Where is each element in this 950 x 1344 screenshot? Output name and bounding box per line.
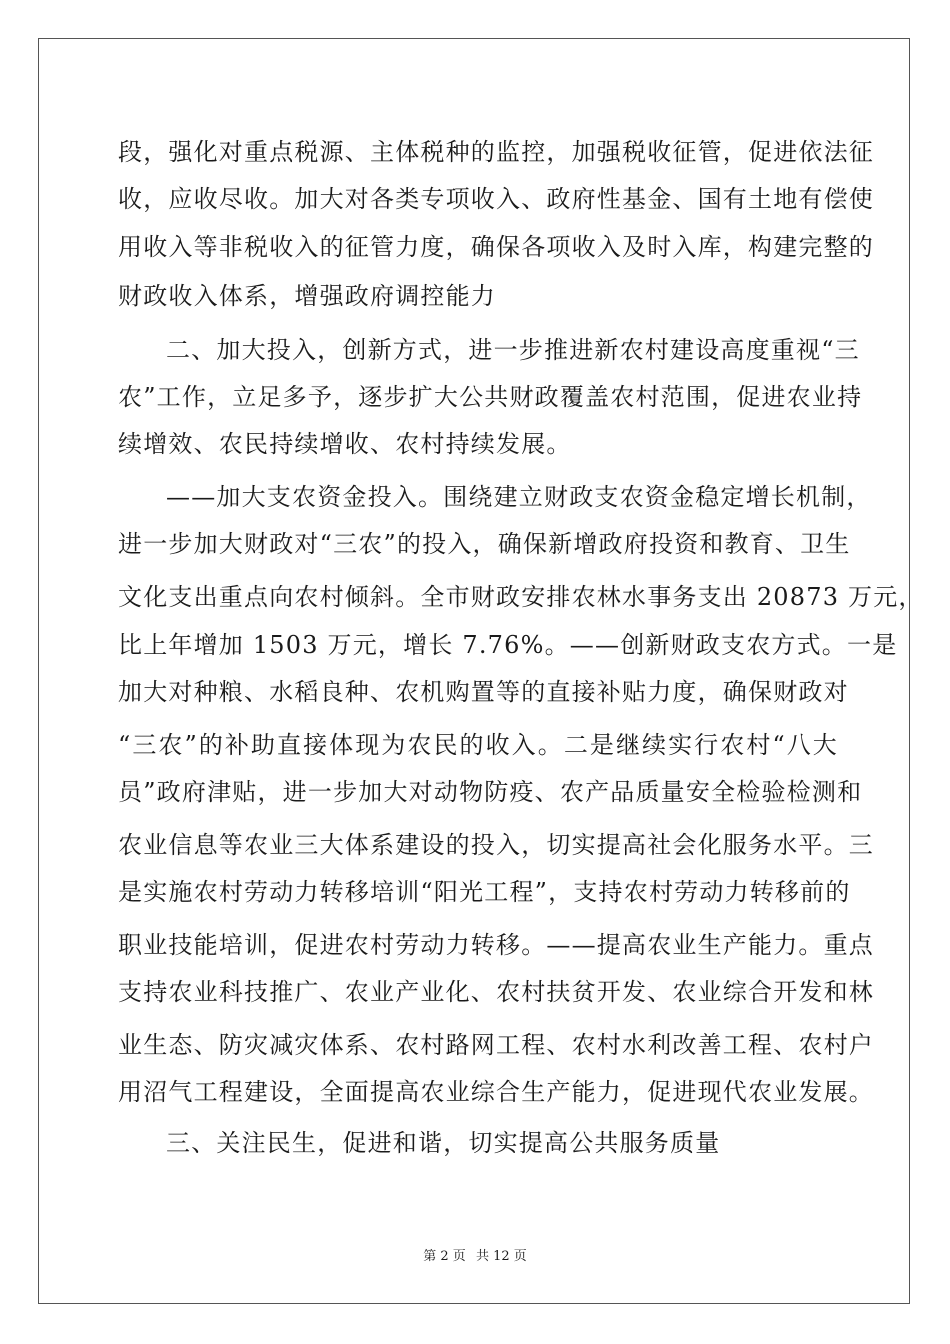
text-line: 续增效、农民持续增收、农村持续发展。 xyxy=(118,430,572,458)
paragraph-heading: 三、关注民生，促进和谐，切实提高公共服务质量 xyxy=(166,1129,721,1157)
text-line: “三农”的补助直接体现为农民的收入。二是继续实行农村“八大 xyxy=(118,731,838,759)
text-line: 是实施农村劳动力转移培训“阳光工程”，支持农村劳动力转移前的 xyxy=(118,878,851,906)
page-total: 共 12 页 xyxy=(475,1249,527,1264)
text-line: 比上年增加 1503 万元，增长 7.76%。——创新财政支农方式。一是 xyxy=(118,631,898,659)
text-line: 用沼气工程建设，全面提高农业综合生产能力，促进现代农业发展。 xyxy=(118,1078,874,1106)
text-line: 文化支出重点向农村倾斜。全市财政安排农林水事务支出 20873 万元， xyxy=(118,583,924,611)
text-line: 职业技能培训，促进农村劳动力转移。——提高农业生产能力。重点 xyxy=(118,931,874,959)
text-line: 农业信息等农业三大体系建设的投入，切实提高社会化服务水平。三 xyxy=(118,831,874,859)
text-line: 支持农业科技推广、农业产业化、农村扶贫开发、农业综合开发和林 xyxy=(118,978,874,1006)
text-line: 收，应收尽收。加大对各类专项收入、政府性基金、国有土地有偿使 xyxy=(118,185,874,213)
text-line: 加大对种粮、水稻良种、农机购置等的直接补贴力度，确保财政对 xyxy=(118,678,849,706)
page-number: 第 2 页 xyxy=(423,1249,466,1264)
page-border xyxy=(38,38,924,1304)
text-line: 财政收入体系，增强政府调控能力 xyxy=(118,282,496,310)
text-line: 段，强化对重点税源、主体税种的监控，加强税收征管，促进依法征 xyxy=(118,138,874,166)
text-line: 用收入等非税收入的征管力度，确保各项收入及时入库，构建完整的 xyxy=(118,233,874,261)
text-line: 业生态、防灾减灾体系、农村路网工程、农村水利改善工程、农村户 xyxy=(118,1031,874,1059)
paragraph-heading: 二、加大投入，创新方式，进一步推进新农村建设高度重视“三 xyxy=(166,336,860,364)
text-line: ——加大支农资金投入。围绕建立财政支农资金稳定增长机制， xyxy=(166,483,872,511)
text-line: 进一步加大财政对“三农”的投入，确保新增政府投资和教育、卫生 xyxy=(118,530,851,558)
page-footer xyxy=(0,1248,950,1266)
text-line: 员”政府津贴，进一步加大对动物防疫、农产品质量安全检验检测和 xyxy=(118,778,863,806)
text-line: 农”工作，立足多予，逐步扩大公共财政覆盖农村范围，促进农业持 xyxy=(118,383,863,411)
